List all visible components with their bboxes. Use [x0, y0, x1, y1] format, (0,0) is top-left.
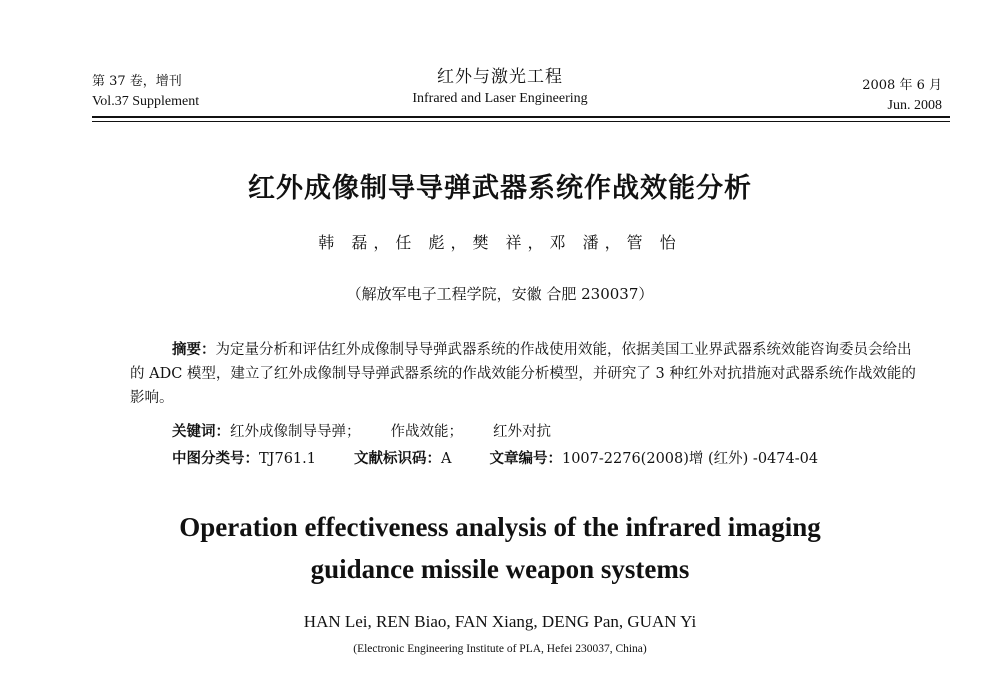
keywords-label: 关键词：	[172, 424, 230, 440]
journal-cn: 红外与激光工程	[437, 67, 563, 87]
affiliation-cn: （解放军电子工程学院，安徽 合肥 230037）	[346, 285, 654, 303]
article-no-value: 1007-2276(2008)增 (红外) -0474-04	[561, 451, 819, 467]
doc-code-value: A	[441, 451, 452, 467]
keyword-item: 作战效能；	[390, 424, 463, 440]
header-date	[862, 76, 942, 116]
keyword-item: 红外成像制导导弹；	[230, 424, 361, 440]
volume-cn: 第 37 卷，增刊	[92, 74, 182, 89]
paper-title-cn: 红外成像制导导弹武器系统作战效能分析	[248, 173, 752, 204]
header-rule-thick	[92, 116, 950, 118]
date-cn: 2008 年 6 月	[862, 78, 942, 93]
journal-en: Infrared and Laser Engineering	[412, 91, 588, 106]
header-journal	[330, 66, 670, 110]
title-en-line1: Operation effectiveness analysis of the infrared imaging	[179, 512, 821, 542]
abstract-text: 为定量分析和评估红外成像制导导弹武器系统的作战使用效能，依据美国工业界武器系统效能咨询委员会给出的 ADC 模型，建立了红外成像制导导弹武器系统的作战效能分析模型，并研究了 3 种红外对抗措施对武器系统作战效能的影响。	[130, 342, 916, 406]
article-no-label: 文章编号：	[489, 451, 562, 467]
keywords	[172, 420, 551, 444]
authors-en: HAN Lei, REN Biao, FAN Xiang, DENG Pan, GUAN Yi	[303, 612, 697, 631]
header-volume	[92, 72, 199, 112]
abstract-label: 摘要：	[172, 342, 216, 358]
abstract	[130, 338, 918, 410]
doc-code-label: 文献标识码：	[354, 451, 441, 467]
clc-value: TJ761.1	[259, 451, 316, 467]
clc-label: 中图分类号：	[172, 451, 259, 467]
authors-cn: 韩 磊，任 彪，樊 祥，邓 潘，管 怡	[318, 233, 682, 252]
date-en: Jun. 2008	[887, 98, 942, 113]
header-rule-thin	[92, 121, 950, 122]
title-en-line2: guidance missile weapon systems	[310, 554, 690, 584]
volume-en: Vol.37 Supplement	[92, 94, 200, 109]
keyword-item: 红外对抗	[493, 424, 551, 440]
affiliation-en: (Electronic Engineering Institute of PLA, Hefei 230037, China)	[353, 643, 647, 655]
paper-title-en	[0, 506, 1000, 590]
classification-line	[172, 447, 818, 471]
